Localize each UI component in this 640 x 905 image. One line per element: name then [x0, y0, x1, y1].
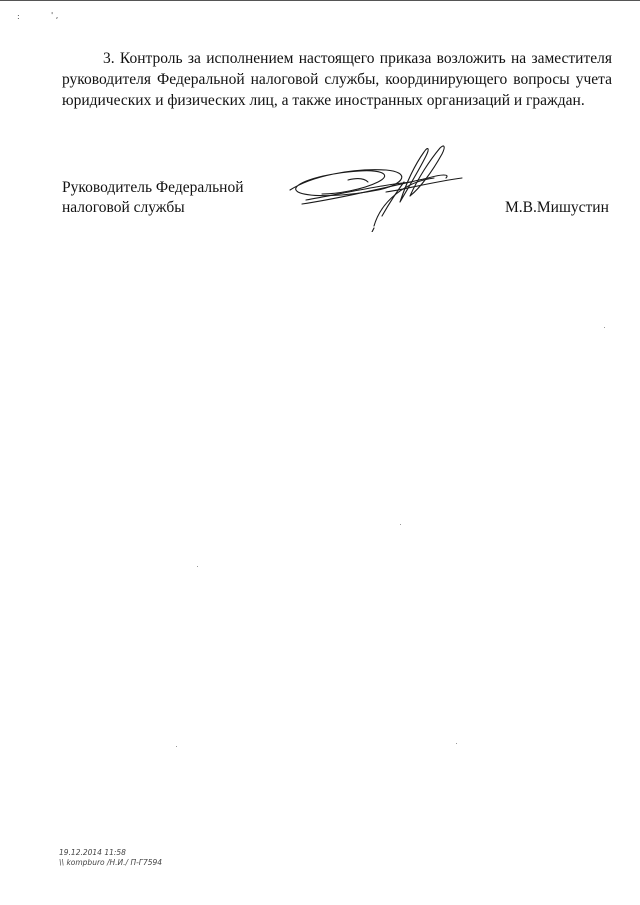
scan-top-border [0, 0, 640, 1]
signatory-title-line: налоговой службы [62, 199, 185, 216]
scan-artifact-mark: : [17, 12, 20, 21]
order-paragraph-3: 3. Контроль за исполнением настоящего приказа возложить на заместителя руководителя Федеральной налоговой службы, координирующего вопросы учета юридических и физических лиц, а также иностранных организаций и граждан. [62, 50, 612, 109]
scan-speck [176, 746, 177, 747]
footer-timestamp: 19.12.2014 11:58 [59, 848, 126, 857]
scan-speck [456, 743, 457, 744]
footer-registration-note [59, 848, 162, 868]
signatory-title-line: Руководитель Федеральной [62, 179, 244, 196]
footer-document-code: \\ kompburo /Н.И./ П-Г7594 [59, 858, 163, 867]
scan-speck [604, 327, 605, 328]
scan-artifact-mark: ' , [51, 11, 59, 20]
signatory-name: М.В.Мишустин [505, 199, 609, 216]
handwritten-signature [282, 132, 472, 232]
scan-speck [197, 566, 198, 567]
scan-speck [400, 524, 401, 525]
signatory-title [62, 178, 302, 218]
